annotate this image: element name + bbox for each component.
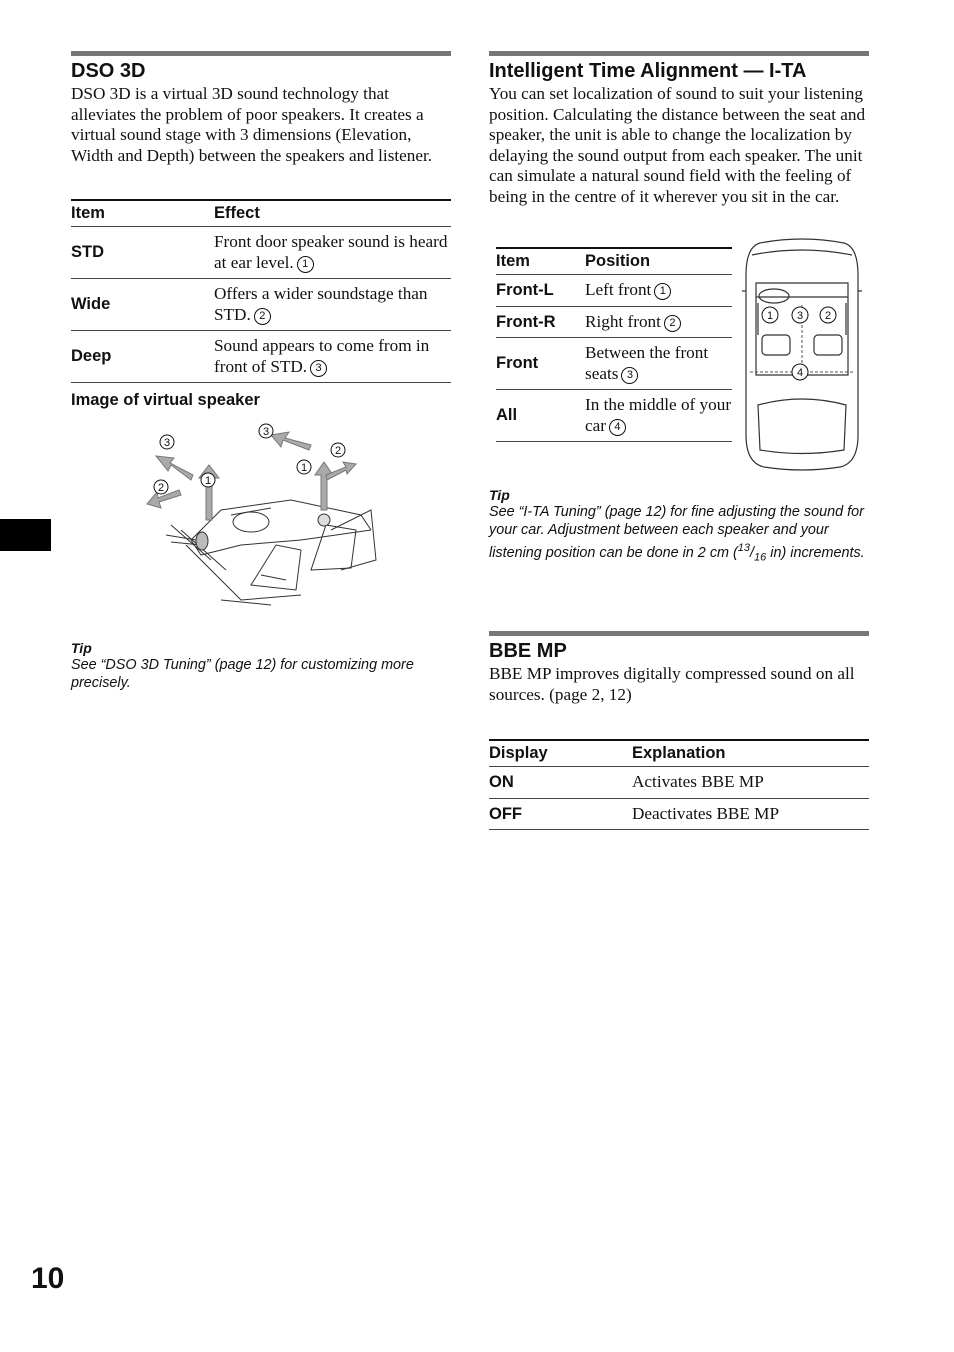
ref-marker: 2 bbox=[664, 315, 681, 332]
figure-label: 1 bbox=[766, 310, 774, 322]
bbe-table bbox=[489, 739, 869, 830]
ita-table bbox=[496, 247, 732, 442]
ref-marker: 3 bbox=[310, 360, 327, 377]
ita-heading: Intelligent Time Alignment — I-TA bbox=[489, 60, 807, 82]
ita-col-item: Item bbox=[496, 248, 585, 275]
table-row bbox=[489, 798, 869, 830]
row-display: OFF bbox=[489, 798, 632, 830]
section-rule bbox=[489, 51, 869, 56]
ref-marker: 1 bbox=[297, 256, 314, 273]
row-position: Left front 1 bbox=[585, 275, 732, 307]
section-rule bbox=[489, 631, 869, 636]
car-top-view-figure bbox=[740, 235, 864, 471]
virtual-speaker-figure bbox=[71, 420, 451, 620]
figure-label: 1 bbox=[300, 462, 308, 474]
row-explanation: Deactivates BBE MP bbox=[632, 798, 869, 830]
table-row bbox=[496, 390, 732, 442]
figure-label: 2 bbox=[157, 482, 165, 494]
figure-label: 2 bbox=[334, 445, 342, 457]
figure-label: 3 bbox=[163, 437, 171, 449]
ref-marker: 4 bbox=[609, 419, 626, 436]
dso-body: DSO 3D is a virtual 3D sound technology that alleviates the problem of poor speakers. It creates a virtual sound stage with 3 dimensions (Elevation, Width and Depth) between the speakers and listener. bbox=[71, 84, 433, 165]
figure-label: 3 bbox=[796, 310, 804, 322]
table-row bbox=[496, 338, 732, 390]
bbe-col-display: Display bbox=[489, 740, 632, 767]
table-row bbox=[496, 306, 732, 338]
bbe-heading: BBE MP bbox=[489, 640, 567, 662]
dso-heading: DSO 3D bbox=[71, 60, 146, 82]
ita-section bbox=[489, 51, 869, 567]
page-number: 10 bbox=[31, 1262, 65, 1295]
row-effect: Sound appears to come from in front of STD. 3 bbox=[214, 331, 451, 383]
bbe-col-explanation: Explanation bbox=[632, 740, 869, 767]
ita-body: You can set localization of sound to suit your listening position. Calculating the distance between the seat and speaker, the unit is able to change the localization by delaying the sound output from each speaker. The unit can simulate a natural sound field with the feeling of being in the centre of it wherever you sit in the car. bbox=[489, 84, 866, 206]
dso-col-effect: Effect bbox=[214, 200, 451, 227]
row-display: ON bbox=[489, 767, 632, 799]
ref-marker: 2 bbox=[254, 308, 271, 325]
section-rule bbox=[71, 51, 451, 56]
table-row bbox=[71, 279, 451, 331]
side-tab-marker bbox=[0, 519, 51, 551]
fraction-denominator: 16 bbox=[754, 551, 767, 564]
tip-heading: Tip bbox=[71, 640, 92, 656]
figure-label: 4 bbox=[796, 367, 804, 379]
row-item: Deep bbox=[71, 331, 214, 383]
row-position: Right front 2 bbox=[585, 306, 732, 338]
row-item: All bbox=[496, 390, 585, 442]
figure-label: 1 bbox=[204, 475, 212, 487]
table-row bbox=[71, 227, 451, 279]
row-item: Front-L bbox=[496, 275, 585, 307]
image-heading: Image of virtual speaker bbox=[71, 391, 260, 409]
tip-heading: Tip bbox=[489, 487, 510, 503]
tip-text: See “I-TA Tuning” (page 12) for fine adjusting the sound for your car. Adjustment between each speaker and your listening position can be done in 2 cm ($^{13}/_{16}$ in) increments. bbox=[489, 504, 865, 564]
row-position: In the middle of your car 4 bbox=[585, 390, 732, 442]
ita-col-position: Position bbox=[585, 248, 732, 275]
tip-text: See “DSO 3D Tuning” (page 12) for customizing more precisely. bbox=[71, 657, 414, 691]
ref-marker: 3 bbox=[621, 367, 638, 384]
dso-col-item: Item bbox=[71, 200, 214, 227]
table-row bbox=[71, 331, 451, 383]
row-explanation: Activates BBE MP bbox=[632, 767, 869, 799]
table-row bbox=[489, 767, 869, 799]
row-item: STD bbox=[71, 227, 214, 279]
figure-label: 3 bbox=[262, 426, 270, 438]
dso-section bbox=[71, 51, 451, 692]
figure-label: 2 bbox=[824, 310, 832, 322]
bbe-body: BBE MP improves digitally compressed sound on all sources. (page 2, 12) bbox=[489, 664, 855, 704]
row-item: Wide bbox=[71, 279, 214, 331]
fraction-numerator: 13 bbox=[737, 542, 751, 554]
bbe-section bbox=[489, 631, 869, 830]
ref-marker: 1 bbox=[654, 283, 671, 300]
row-effect: Front door speaker sound is heard at ear level. 1 bbox=[214, 227, 451, 279]
table-row bbox=[496, 275, 732, 307]
row-position: Between the front seats 3 bbox=[585, 338, 732, 390]
row-item: Front-R bbox=[496, 306, 585, 338]
row-effect: Offers a wider soundstage than STD. 2 bbox=[214, 279, 451, 331]
row-item: Front bbox=[496, 338, 585, 390]
dso-table bbox=[71, 199, 451, 383]
